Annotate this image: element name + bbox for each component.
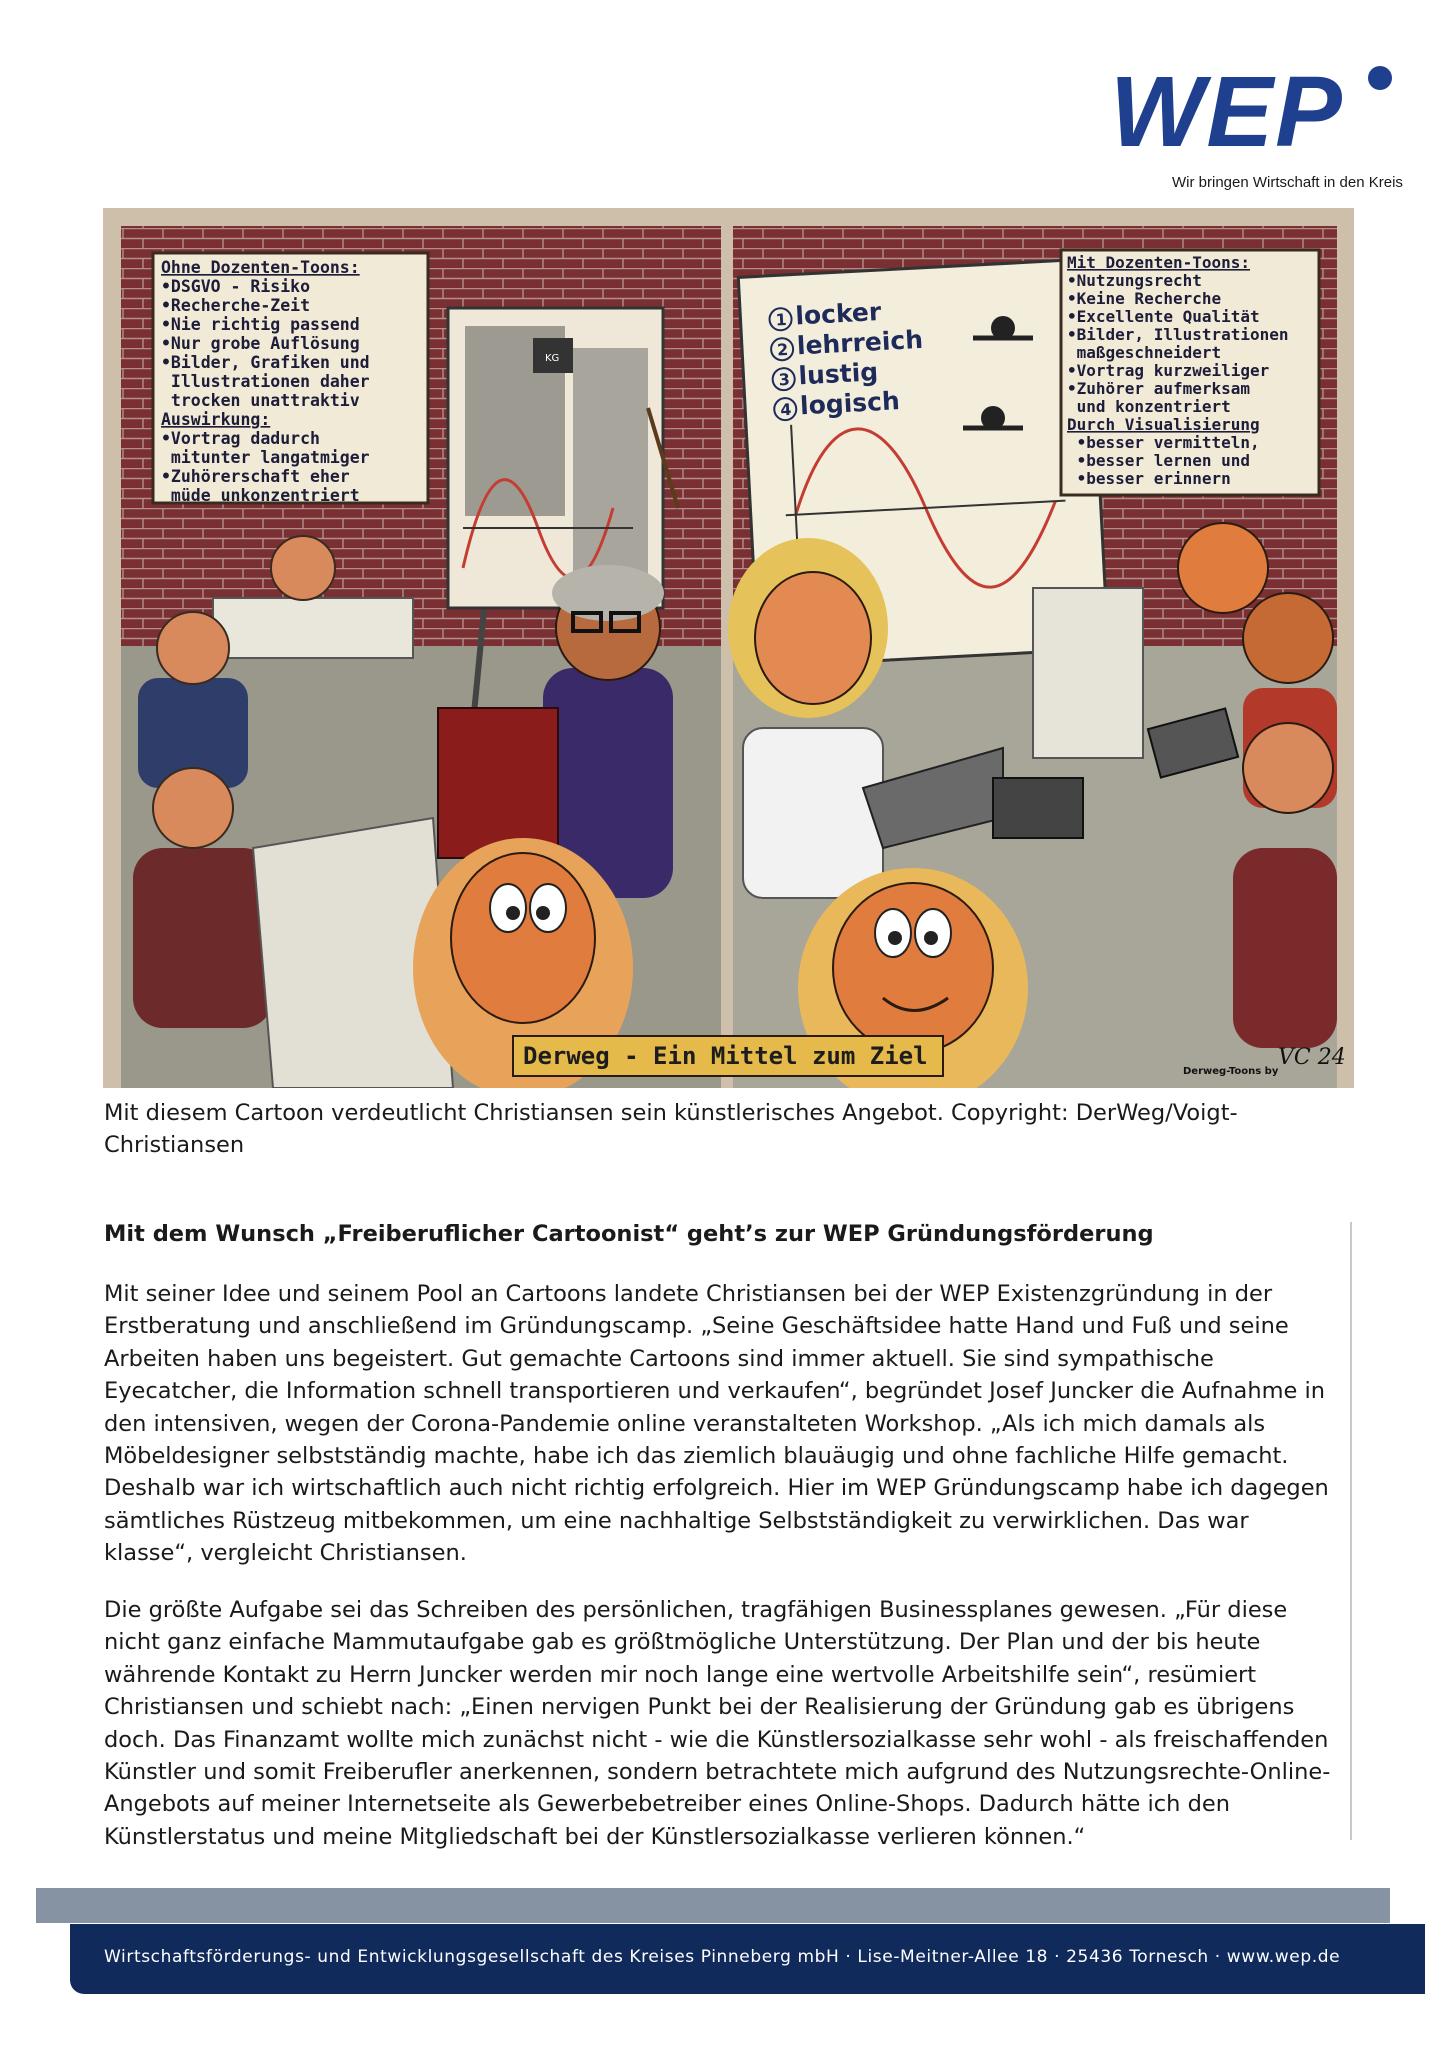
flipchart-item-4: logisch [799, 386, 901, 421]
image-caption: Mit diesem Cartoon verdeutlicht Christiansen sein künstlerisches Angebot. Copyright: DerWeg/Voigt-Christiansen [104, 1100, 1238, 1158]
logo-wordmark: WEP [1110, 56, 1344, 168]
cartoon-image [103, 208, 1354, 1088]
right-board-line: •besser lernen und [1067, 451, 1251, 470]
body-paragraph: Mit seiner Idee und seinem Pool an Cartoons landete Christiansen bei der WEP Existenzgründung in der Erstberatung und anschließend im Gründungscamp. „Seine Geschäftsidee hatte Hand und Fuß und seine Arbeiten haben uns begeistert. Gut gemachte Cartoons sind immer aktuell. Sie sind sympathische Eyecatcher, die Information schnell transportieren und verkaufen“, begründet Josef Juncker die Aufnahme in den intensiven, wegen der Corona-Pandemie online veranstalteten Workshop. „Als ich mich damals als Möbeldesigner selbstständig machte, habe ich das ziemlich blauäugig und ohne fachliche Hilfe gemacht. Deshalb war ich wirtschaftlich auch nicht richtig erfolgreich. Hier im WEP Gründungscamp habe ich dagegen sämtliches Rüstzeug mitbekommen, um eine nachhaltige Selbstständigkeit zu verwirklichen. Das war klasse“, vergleicht Christiansen. [104, 1281, 1329, 1567]
footer-band [36, 1888, 1390, 1923]
right-board-line: •besser erinnern [1067, 469, 1231, 488]
right-board-line: •besser vermitteln, [1067, 433, 1260, 452]
right-board-line: •Keine Recherche [1067, 289, 1222, 308]
flipchart-item-3: lustig [797, 357, 879, 391]
flipchart-item-1: locker [794, 297, 882, 331]
right-board-line: •Bilder, Illustrationen [1067, 325, 1289, 344]
flipchart-num-1: 1 [775, 309, 788, 330]
right-board-line: •Excellente Qualität [1067, 307, 1260, 326]
right-board-line: •Zuhörer aufmerksam [1067, 379, 1251, 398]
logo-dot [1368, 66, 1392, 90]
left-board-line: •Bilder, Grafiken und [161, 353, 370, 372]
flipchart-num-3: 3 [778, 369, 791, 390]
left-board-line: Illustrationen daher [161, 372, 370, 391]
right-board-line: und konzentriert [1067, 397, 1231, 416]
left-board-line: mitunter langatmiger [161, 448, 370, 467]
left-board-line: •Vortrag dadurch [161, 429, 320, 448]
left-board-line: •Recherche-Zeit [161, 296, 311, 315]
left-board-line: •DSGVO - Risiko [161, 277, 311, 296]
logo-tagline: Wir bringen Wirtschaft in den Kreis [1172, 174, 1403, 191]
left-board-subtitle: Auswirkung: [161, 410, 271, 429]
left-board-line: •Zuhörerschaft eher [161, 467, 350, 486]
right-board-line: •Nutzungsrecht [1067, 271, 1202, 290]
cartoon-signature: Derweg-Toons by [1183, 1066, 1279, 1077]
footer-bar [70, 1924, 1425, 1994]
right-board-line: maßgeschneidert [1067, 343, 1222, 362]
body-paragraph: Die größte Aufgabe sei das Schreiben des persönlichen, tragfähigen Businessplanes gewesen. „Für diese nicht ganz einfache Mammutaufgabe gab es größtmögliche Unterstützung. Der Plan und der bis heute währende Kontakt zu Herrn Juncker werden mir noch lange eine wertvolle Arbeitshilfe sein“, resümiert Christiansen und schiebt nach: „Einen nervigen Punkt bei der Realisierung der Gründung gab es übrigens doch. Das Finanzamt wollte mich zunächst nicht - wie die Künstlersozialkasse sehr wohl - als freischaffenden Künstler und somit Freiberufler anerkennen, sondern betrachtete mich aufgrund des Nutzungsrechte-Online-Angebots auf meiner Internetseite als Gewerbebetreiber eines Online-Shops. Dadurch hätte ich den Künstlerstatus und meine Mitgliedschaft bei der Künstlersozialkasse verlieren können.“ [104, 1597, 1331, 1850]
right-board-subtitle: Durch Visualisierung [1067, 415, 1260, 434]
wep-logo [1110, 56, 1403, 202]
right-board-line: •Vortrag kurzweiliger [1067, 361, 1270, 380]
left-board-line: trocken unattraktiv [161, 391, 360, 410]
left-board-line: müde unkonzentriert [161, 486, 360, 505]
left-board-title: Ohne Dozenten-Toons: [161, 258, 360, 277]
flipchart-item-2: lehrreich [796, 324, 924, 361]
footer-address: Wirtschaftsförderungs- und Entwicklungsgesellschaft des Kreises Pinneberg mbH · Lise-Meitner-Allee 18 · 25436 Tornesch · www.wep.de [104, 1947, 1341, 1967]
left-board-line: •Nur grobe Auflösung [161, 334, 360, 353]
flipchart-num-4: 4 [779, 399, 792, 420]
cartoon-banner: Derweg - Ein Mittel zum Ziel [523, 1042, 928, 1070]
weight-label: KG [545, 353, 560, 364]
cartoon-signature-mark: VC 24 [1278, 1045, 1346, 1070]
right-board-title: Mit Dozenten-Toons: [1067, 253, 1251, 272]
left-board-line: •Nie richtig passend [161, 315, 360, 334]
section-headline: Mit dem Wunsch „Freiberuflicher Cartoonist“ geht’s zur WEP Gründungsförderung [104, 1221, 1154, 1247]
vertical-rule [1350, 1222, 1352, 1840]
flipchart-num-2: 2 [776, 339, 789, 360]
